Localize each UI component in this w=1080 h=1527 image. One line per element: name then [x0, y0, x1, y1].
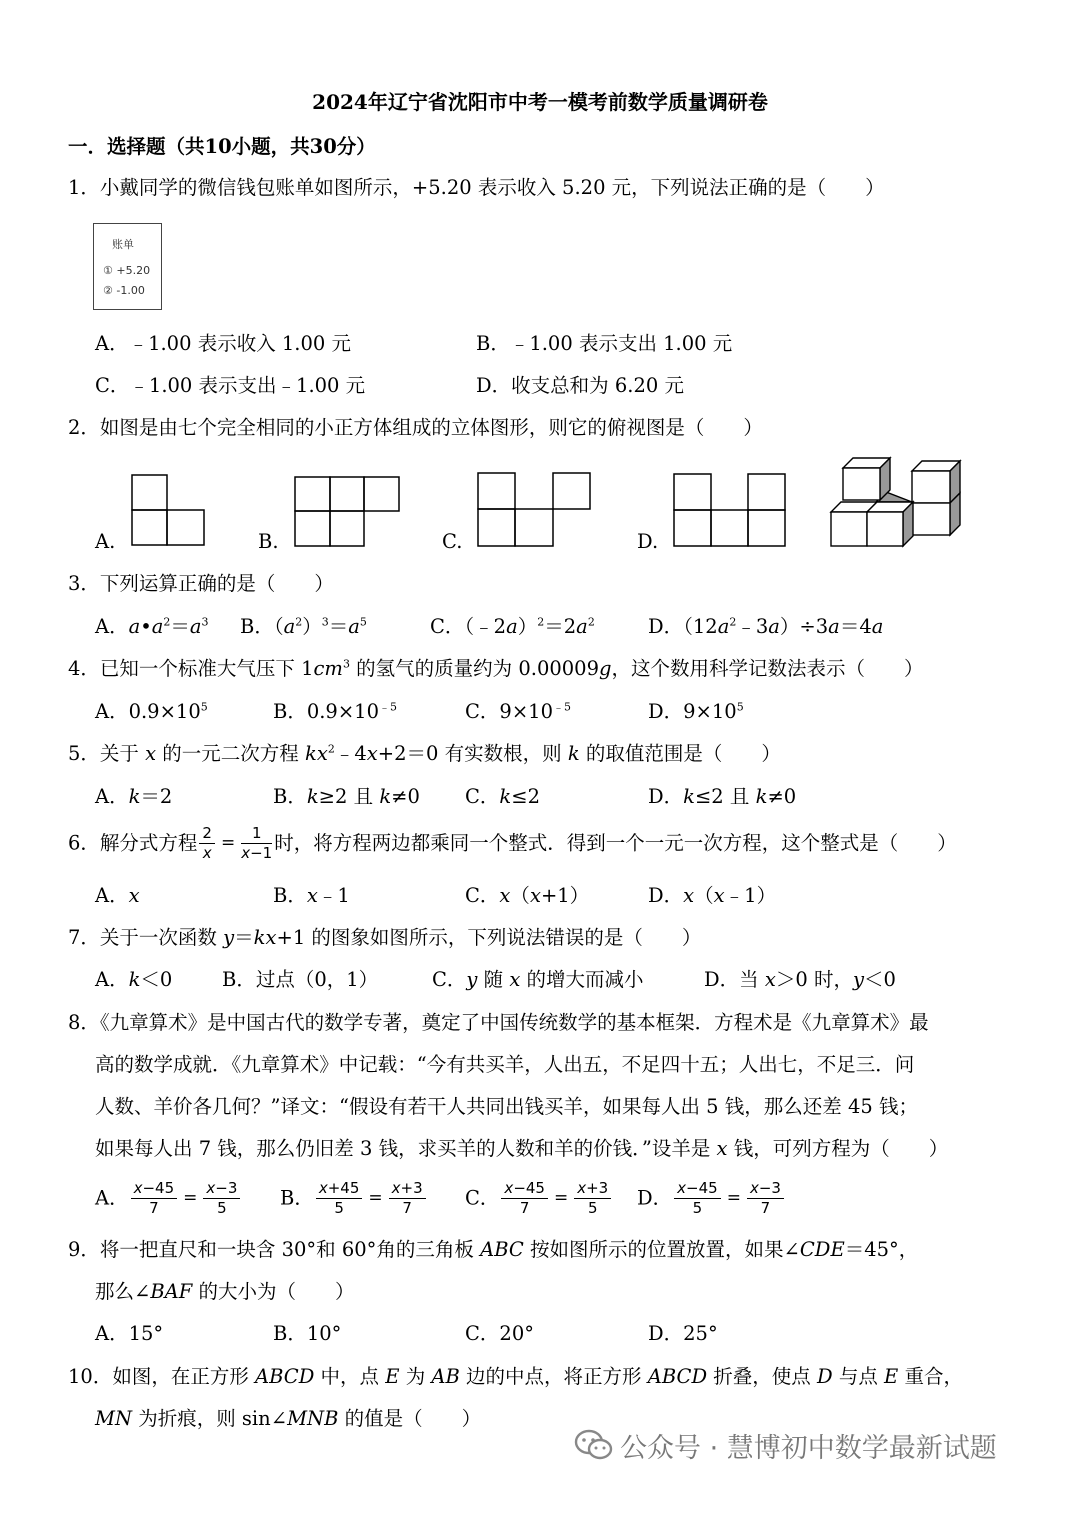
q9-line1: 9．将一把直尺和一块含 30°和 60°角的三角板 ABC 按如图所示的位置放置，如果∠CDE＝45°，: [68, 1238, 919, 1261]
q6-option-c: C．x（x+1）: [465, 884, 590, 907]
q4-option-c: C．$9\times 10^{﹣5}$: [465, 700, 571, 723]
q2-option-d: D.: [637, 530, 659, 553]
q4-option-b: B．$0.9\times 10^{﹣5}$: [273, 700, 397, 723]
q6-option-b: B．x﹣1: [273, 884, 350, 907]
receipt-line2: ② -1.00: [103, 284, 145, 297]
q4-option-a: A．$0.9\times 10^5$: [95, 700, 208, 723]
q5-option-a: A．k＝2: [95, 785, 173, 808]
q9-option-a: A．15°: [95, 1322, 164, 1345]
q8-line2: 高的数学成就．《九章算术》中记载：“今有共买羊，人出五，不足四十五；人出七，不足三．问: [95, 1053, 915, 1076]
q2-option-a: A.: [95, 530, 116, 553]
q6-stem: 6．解分式方程 $\frac{2}{x}$ = $\frac{1}{x-1}$ 时，将方程两边都乘同一个整式．得到一个一元一次方程，这个整式是（ ）: [68, 824, 957, 863]
receipt-title: 账单: [112, 238, 134, 251]
q5-option-d: D．k≤2 且 k≠0: [648, 785, 797, 808]
q1-option-b: B．﹣1.00 表示支出 1.00 元: [476, 332, 733, 355]
receipt-line1: ① +5.20: [103, 264, 151, 277]
q3-option-a: A．$a•a^2=a^3$: [95, 615, 209, 638]
section-heading: 一．选择题（共10小题，共30分）: [68, 135, 376, 158]
q8-option-a: A． $\frac{x-45}{7}$ = $\frac{x-3}{5}$: [95, 1180, 242, 1218]
q1-option-d: D．收支总和为 6.20 元: [476, 374, 684, 397]
watermark-text: 公众号 · 慧博初中数学最新试题: [620, 1433, 997, 1464]
q1-option-a: A．﹣1.00 表示收入 1.00 元: [95, 332, 352, 355]
q9-option-b: B．10°: [273, 1322, 342, 1345]
q9-line2: 那么∠BAF 的大小为（ ）: [95, 1280, 355, 1303]
q8-line1: 8．《九章算术》是中国古代的数学专著，奠定了中国传统数学的基本框架．方程术是《九章算术》最: [68, 1011, 929, 1034]
q5-stem: 5．关于 x 的一元二次方程 $kx^2﹣4x+2=0$ 有实数根，则 k 的取值范围是（ ）: [68, 742, 781, 765]
q8-option-c: C． $\frac{x-45}{7}$ = $\frac{x+3}{5}$: [465, 1180, 613, 1218]
q5-option-c: C．k≤2: [465, 785, 540, 808]
q10-line1: 10．如图，在正方形 ABCD 中，点 E 为 AB 边的中点，将正方形 ABCD 折叠，使点 D 与点 E 重合，: [68, 1365, 963, 1388]
q1-option-c: C．﹣1.00 表示支出﹣1.00 元: [95, 374, 366, 397]
wechat-icon: [574, 1428, 614, 1462]
q7-option-c: C．y 随 x 的增大而减小: [432, 968, 644, 991]
q9-option-c: C．20°: [465, 1322, 534, 1345]
q3-stem: 3．下列运算正确的是（ ）: [68, 572, 334, 595]
q2-option-c: C.: [442, 530, 463, 553]
q8-option-d: D． $\frac{x-45}{5}$ = $\frac{x-3}{7}$: [637, 1180, 786, 1218]
q7-stem: 7．关于一次函数 y＝kx+1 的图象如图所示，下列说法错误的是（ ）: [68, 926, 702, 949]
q6-option-a: A．x: [95, 884, 140, 907]
q8-option-b: B． $\frac{x+45}{5}$ = $\frac{x+3}{7}$: [280, 1180, 428, 1218]
q7-option-b: B．过点（0，1）: [222, 968, 379, 991]
q2-stem: 2．如图是由七个完全相同的小正方体组成的立体图形，则它的俯视图是（ ）: [68, 416, 763, 439]
q10-line2: MN 为折痕，则 sin∠MNB 的值是（ ）: [95, 1407, 482, 1430]
q8-line4: 如果每人出 7 钱，那么仍旧差 3 钱，求买羊的人数和羊的价钱．”设羊是 x 钱，可列方程为（ ）: [95, 1137, 949, 1160]
q7-option-d: D．当 x＞0 时，y＜0: [704, 968, 896, 991]
q3-option-c: C．$(﹣2a)^2=2a^2$: [430, 615, 595, 638]
q1-stem: 1．小戴同学的微信钱包账单如图所示，+5.20 表示收入 5.20 元，下列说法正确的是（ ）: [68, 176, 885, 199]
q8-line3: 人数、羊价各几何？”译文：“假设有若干人共同出钱买羊，如果每人出 5 钱，那么还差 45 钱；: [95, 1095, 918, 1118]
q7-option-a: A．k＜0: [95, 968, 173, 991]
q4-option-d: D．$9\times 10^5$: [648, 700, 744, 723]
q2-option-b: B.: [258, 530, 279, 553]
page-title: 2024年辽宁省沈阳市中考一模考前数学质量调研卷: [312, 90, 768, 114]
q3-option-d: D．$(12a^2﹣3a)\div 3a=4a$: [648, 615, 884, 638]
q5-option-b: B．k≥2 且 k≠0: [273, 785, 420, 808]
q3-option-b: B．$(a^2)^3=a^5$: [240, 615, 367, 638]
q9-option-d: D．25°: [648, 1322, 718, 1345]
q6-option-d: D．x（x﹣1）: [648, 884, 777, 907]
q4-stem: 4．已知一个标准大气压下 $1cm^3$ 的氢气的质量约为 0.00009g，这个数用科学记数法表示（ ）: [68, 657, 924, 680]
